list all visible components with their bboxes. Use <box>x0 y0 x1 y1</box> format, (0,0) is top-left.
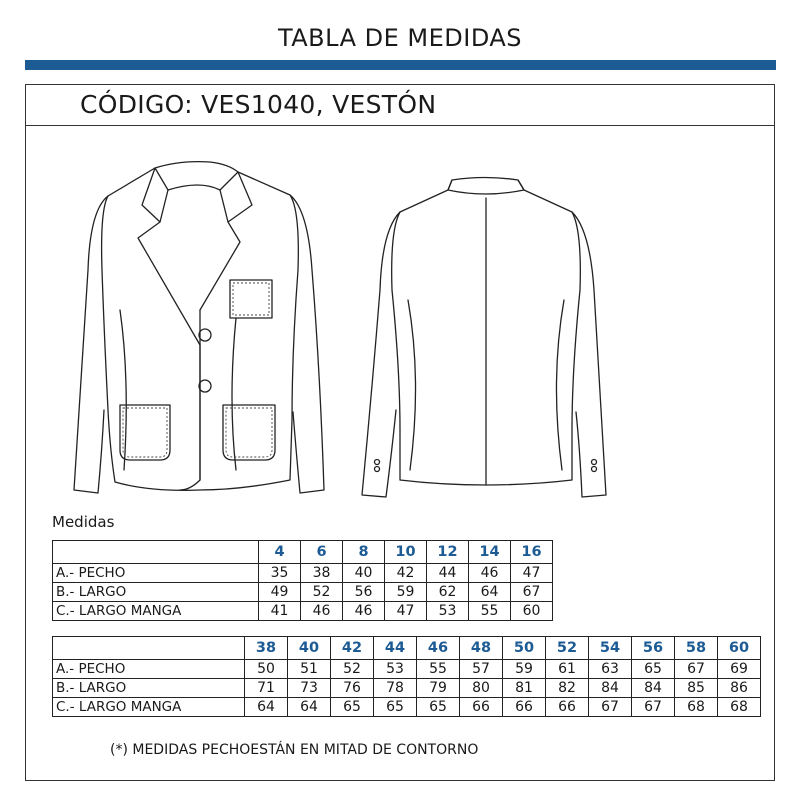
size-header: 48 <box>460 637 503 660</box>
size-header: 40 <box>288 637 331 660</box>
size-header: 44 <box>374 637 417 660</box>
table-cell: 80 <box>460 679 503 698</box>
jacket-back-illustration <box>350 150 630 500</box>
table-cell: 44 <box>427 564 469 583</box>
row-label: A.- PECHO <box>53 660 245 679</box>
table-cell: 35 <box>259 564 301 583</box>
table-cell: 79 <box>417 679 460 698</box>
size-header: 6 <box>301 541 343 564</box>
measurements-label: Medidas <box>52 513 115 531</box>
jacket-front-illustration <box>60 150 340 500</box>
size-header: 60 <box>718 637 761 660</box>
table-cell: 65 <box>374 698 417 717</box>
table-cell: 73 <box>288 679 331 698</box>
size-header: 58 <box>675 637 718 660</box>
table-cell: 50 <box>245 660 288 679</box>
size-header: 10 <box>385 541 427 564</box>
table-cell: 49 <box>259 583 301 602</box>
table-cell: 40 <box>343 564 385 583</box>
header-blank-cell <box>53 541 259 564</box>
size-table-kids <box>52 540 553 621</box>
table-cell: 65 <box>417 698 460 717</box>
table-cell: 59 <box>503 660 546 679</box>
size-table-adult <box>52 636 761 717</box>
table-cell: 46 <box>469 564 511 583</box>
table-cell: 86 <box>718 679 761 698</box>
table-cell: 46 <box>301 602 343 621</box>
size-header: 56 <box>632 637 675 660</box>
table-cell: 53 <box>427 602 469 621</box>
row-label: A.- PECHO <box>53 564 259 583</box>
table-cell: 81 <box>503 679 546 698</box>
table-cell: 65 <box>632 660 675 679</box>
table-cell: 51 <box>288 660 331 679</box>
table-cell: 64 <box>245 698 288 717</box>
table-cell: 68 <box>675 698 718 717</box>
table-header-row <box>53 541 553 564</box>
table-cell: 68 <box>718 698 761 717</box>
table-cell: 60 <box>511 602 553 621</box>
row-label: C.- LARGO MANGA <box>53 602 259 621</box>
size-header: 50 <box>503 637 546 660</box>
size-header: 4 <box>259 541 301 564</box>
table-cell: 57 <box>460 660 503 679</box>
size-header: 42 <box>331 637 374 660</box>
row-label: B.- LARGO <box>53 583 259 602</box>
table-header-row <box>53 637 761 660</box>
header-divider <box>25 125 775 126</box>
table-cell: 53 <box>374 660 417 679</box>
table-cell: 52 <box>331 660 374 679</box>
page-title: TABLA DE MEDIDAS <box>277 24 523 52</box>
row-label: B.- LARGO <box>53 679 245 698</box>
size-header: 46 <box>417 637 460 660</box>
table-cell: 67 <box>589 698 632 717</box>
table-cell: 84 <box>589 679 632 698</box>
size-header: 52 <box>546 637 589 660</box>
table-cell: 66 <box>460 698 503 717</box>
table-cell: 62 <box>427 583 469 602</box>
table-cell: 41 <box>259 602 301 621</box>
table-cell: 67 <box>675 660 718 679</box>
table-cell: 38 <box>301 564 343 583</box>
table-cell: 63 <box>589 660 632 679</box>
table-cell: 66 <box>503 698 546 717</box>
size-header: 54 <box>589 637 632 660</box>
table-cell: 84 <box>632 679 675 698</box>
table-cell: 85 <box>675 679 718 698</box>
row-label: C.- LARGO MANGA <box>53 698 245 717</box>
table-cell: 59 <box>385 583 427 602</box>
table-cell: 76 <box>331 679 374 698</box>
footnote: (*) MEDIDAS PECHOESTÁN EN MITAD DE CONTORNO <box>110 742 479 758</box>
size-header: 14 <box>469 541 511 564</box>
table-row <box>53 698 761 717</box>
table-row <box>53 583 553 602</box>
table-cell: 42 <box>385 564 427 583</box>
table-cell: 71 <box>245 679 288 698</box>
table-cell: 82 <box>546 679 589 698</box>
table-cell: 55 <box>417 660 460 679</box>
table-cell: 56 <box>343 583 385 602</box>
size-header: 16 <box>511 541 553 564</box>
size-header: 38 <box>245 637 288 660</box>
table-cell: 61 <box>546 660 589 679</box>
table-row <box>53 602 553 621</box>
table-cell: 67 <box>632 698 675 717</box>
product-code: CÓDIGO: VES1040, VESTÓN <box>80 90 437 119</box>
table-cell: 65 <box>331 698 374 717</box>
table-cell: 66 <box>546 698 589 717</box>
table-cell: 78 <box>374 679 417 698</box>
table-cell: 64 <box>469 583 511 602</box>
table-row <box>53 660 761 679</box>
accent-bar <box>25 60 776 70</box>
table-cell: 69 <box>718 660 761 679</box>
header-blank-cell <box>53 637 245 660</box>
table-cell: 67 <box>511 583 553 602</box>
size-header: 12 <box>427 541 469 564</box>
table-cell: 46 <box>343 602 385 621</box>
table-cell: 47 <box>511 564 553 583</box>
table-cell: 52 <box>301 583 343 602</box>
size-header: 8 <box>343 541 385 564</box>
table-cell: 64 <box>288 698 331 717</box>
table-row <box>53 679 761 698</box>
table-cell: 47 <box>385 602 427 621</box>
table-row <box>53 564 553 583</box>
table-cell: 55 <box>469 602 511 621</box>
